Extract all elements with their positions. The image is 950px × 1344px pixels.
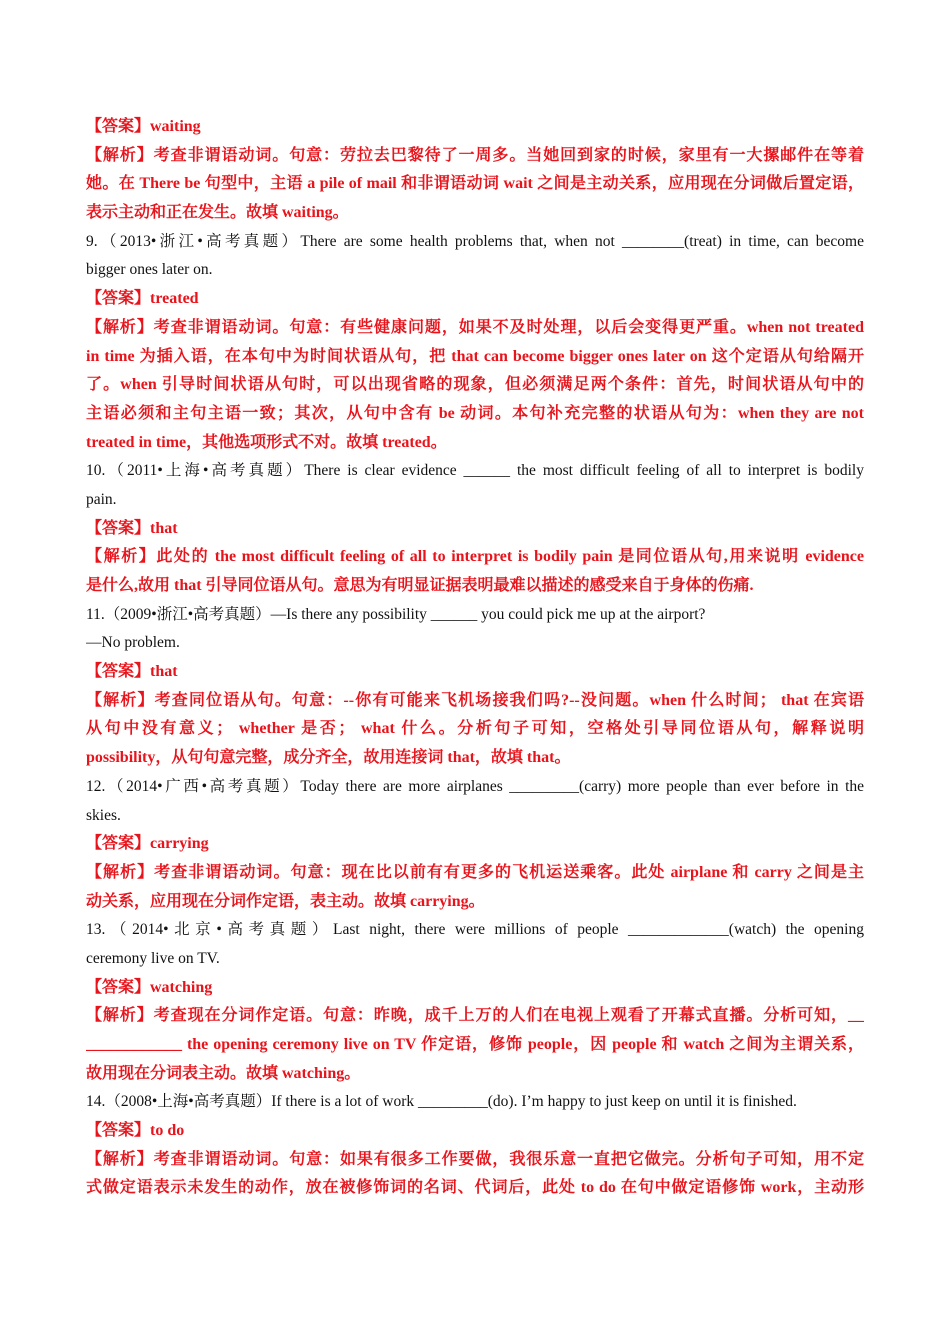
answer-line: 【答案】to do (86, 1122, 185, 1140)
explanation-line: 【解析】考查非谓语动词。句意：如果有很多工作要做，我很乐意一直把它做完。分析句子可知，用不定 (86, 1150, 864, 1168)
explanation-line: 主语必须和主句主语一致；其次，从句中含有 be 动词。本句补充完整的状语从句为：when they are not (86, 404, 864, 422)
question-line: ceremony live on TV. (86, 949, 220, 967)
explanation-line: 【解析】此处的 the most difficult feeling of all to interpret is bodily pain 是同位语从句,用来说明 evidence (86, 548, 864, 566)
explanation-line: 她。在 There be 句型中，主语 a pile of mail 和非谓语动词 wait 之间是主动关系，应用现在分词做后置定语， (86, 175, 864, 193)
answer-line: 【答案】treated (86, 290, 199, 308)
explanation-line: 表示主动和正在发生。故填 waiting。 (86, 204, 349, 222)
explanation-line: treated in time，其他选项形式不对。故填 treated。 (86, 433, 447, 451)
explanation-line: 式做定语表示未发生的动作，放在被修饰词的名词、代词后，此处 to do 在句中做定语修饰 work，主动形 (86, 1179, 864, 1197)
explanation-line: 【解析】考查非谓语动词。句意：劳拉去巴黎待了一周多。当她回到家的时候，家里有一大摞邮件在等着 (86, 146, 864, 164)
explanation-line: 了。when 引导时间状语从句时，可以出现省略的现象，但必须满足两个条件：首先，时间状语从句中的 (86, 376, 864, 394)
answer-line: 【答案】that (86, 663, 178, 681)
question-line: skies. (86, 806, 121, 824)
explanation-line: 故用现在分词表主动。故填 watching。 (86, 1064, 361, 1082)
explanation-line: 【解析】考查同位语从句。句意：--你有可能来飞机场接我们吗?--没问题。when 什么时间； that 在宾语 (86, 691, 864, 709)
document-page (86, 113, 864, 1203)
question-line: pain. (86, 490, 117, 508)
explanation-line: possibility，从句句意完整，成分齐全，故用连接词 that，故填 that。 (86, 749, 571, 767)
explanation-line: 【解析】考查非谓语动词。句意：现在比以前有有更多的飞机运送乘客。此处 airplane 和 carry 之间是主 (86, 863, 864, 881)
explanation-line: 【解析】考查非谓语动词。句意：有些健康问题，如果不及时处理，以后会变得更严重。when not treated (86, 318, 864, 336)
question-line: 9.（2013•浙江•高考真题）There are some health problems that, when not ________(treat) in time, can become (86, 232, 864, 250)
answer-line: 【答案】waiting (86, 118, 201, 135)
question-line: 12.（2014•广西•高考真题）Today there are more airplanes _________(carry) more people than ever before in the (86, 777, 864, 795)
answer-line: 【答案】carrying (86, 835, 209, 853)
answer-line: 【答案】that (86, 519, 178, 537)
explanation-line: 从句中没有意义； whether 是否； what 什么。分析句子可知，空格处引导同位语从句，解释说明 (86, 720, 864, 738)
question-line: 14.（2008•上海•高考真题）If there is a lot of work _________(do). I’m happy to just keep on until it is finished. (86, 1093, 797, 1111)
explanation-line: ____________ the opening ceremony live on TV 作定语，修饰 people，因 people 和 watch 之间为主谓关系， (86, 1036, 864, 1053)
question-line: 11.（2009•浙江•高考真题）—Is there any possibility ______ you could pick me up at the airport? (86, 605, 706, 623)
explanation-line: 【解析】考查现在分词作定语。句意：昨晚，成千上万的人们在电视上观看了开幕式直播。分析可知，__ (86, 1007, 864, 1025)
explanation-line: 是什么,故用 that 引导同位语从句。意思为有明显证据表明最难以描述的感受来自于身体的伤痛. (86, 577, 754, 594)
explanation-line: in time 为插入语，在本句中为时间状语从句，把 that can become bigger ones later on 这个定语从句给隔开 (86, 347, 864, 365)
question-line: —No problem. (86, 634, 180, 652)
question-line: 13.（2014•北京•高考真题）Last night, there were millions of people _____________(watch) the opening (86, 921, 864, 939)
question-line: bigger ones later on. (86, 261, 213, 279)
answer-line: 【答案】watching (86, 978, 213, 996)
explanation-line: 动关系，应用现在分词作定语，表主动。故填 carrying。 (86, 892, 485, 910)
question-line: 10.（2011•上海•高考真题）There is clear evidence ______ the most difficult feeling of all to interpret is bodily (86, 462, 864, 480)
